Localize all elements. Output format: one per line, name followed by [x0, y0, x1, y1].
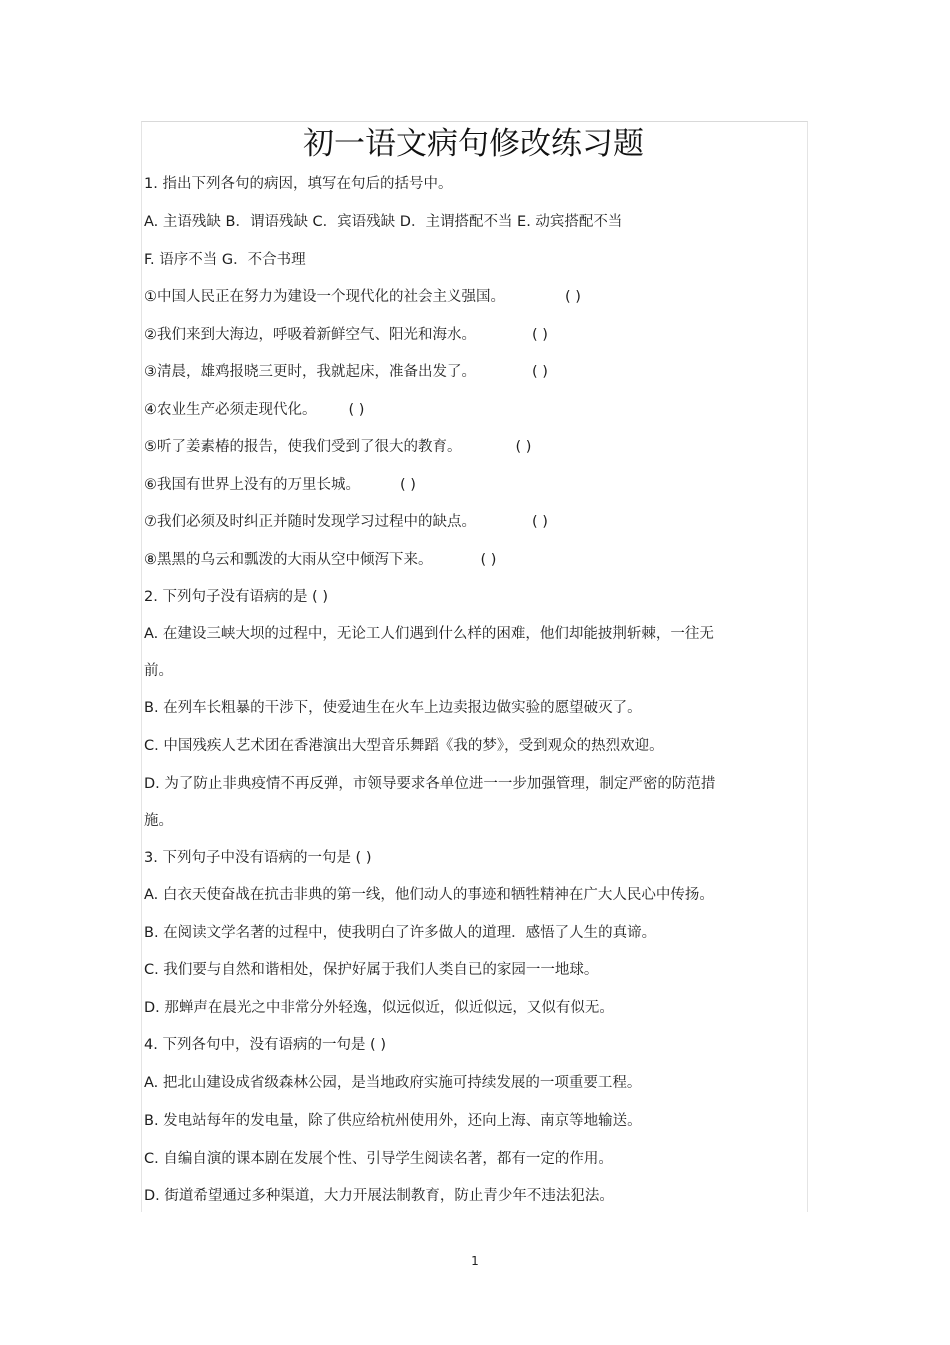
q3-option-b: B. 在阅读文学名著的过程中，使我明白了许多做人的道理．感悟了人生的真谛。: [144, 925, 657, 941]
q2-option-d-line2: 施。: [144, 813, 173, 829]
q1-stem: 1. 指出下列各句的病因，填写在句后的括号中。: [144, 176, 453, 192]
q1-item-text: ⑥我国有世界上没有的万里长城。: [144, 477, 360, 493]
q1-item-8: [144, 550, 496, 570]
q4-option-c: C. 自编自演的课本剧在发展个性、引导学生阅读名著，都有一定的作用。: [144, 1151, 613, 1167]
q2-option-b: B. 在列车长粗暴的干涉下，使爱迪生在火车上边卖报边做实验的愿望破灭了。: [144, 700, 642, 716]
q4-option-a: A. 把北山建设成省级森林公园，是当地政府实施可持续发展的一项重要工程。: [144, 1075, 642, 1091]
q1-item-text: ①中国人民正在努力为建设一个现代化的社会主义强国。: [144, 289, 505, 305]
q1-options-line2: F. 语序不当 G．不合书理: [144, 252, 306, 268]
page-number: 1: [471, 1254, 479, 1268]
q2-option-d-line1: D. 为了防止非典疫情不再反弹，市领导要求各单位进一一步加强管理，制定严密的防范措: [144, 776, 716, 792]
q1-item-text: ⑤听了姜素椿的报告，使我们受到了很大的教育。: [144, 439, 462, 455]
answer-paren: ( ): [515, 439, 532, 455]
answer-paren: ( ): [480, 552, 497, 568]
q1-item-text: ②我们来到大海边，呼吸着新鲜空气、阳光和海水。: [144, 327, 476, 343]
q1-item-5: [144, 437, 531, 457]
q1-item-7: [144, 512, 548, 532]
q3-stem: 3. 下列句子中没有语病的一句是 ( ): [144, 850, 372, 866]
q1-item-text: ⑧黑黑的乌云和瓢泼的大雨从空中倾泻下来。: [144, 552, 433, 568]
q1-options-line1: A. 主语残缺 B．谓语残缺 C．宾语残缺 D．主谓搭配不当 E. 动宾搭配不当: [144, 214, 623, 230]
q1-item-text: ④农业生产必须走现代化。: [144, 402, 317, 418]
q1-item-1: [144, 287, 581, 307]
answer-paren: ( ): [532, 514, 548, 530]
q1-item-4: [144, 400, 364, 420]
answer-paren: ( ): [532, 364, 548, 380]
page-title: 初一语文病句修改练习题: [303, 126, 644, 162]
q4-option-b: B. 发电站每年的发电量，除了供应给杭州使用外，还向上海、南京等地输送。: [144, 1113, 642, 1129]
q2-option-a-line1: A. 在建设三峡大坝的过程中，无论工人们遇到什么样的困难，他们却能披荆斩棘，一往无: [144, 626, 714, 642]
answer-paren: ( ): [532, 327, 548, 343]
answer-paren: ( ): [348, 402, 365, 418]
answer-paren: ( ): [400, 477, 416, 493]
q4-stem: 4. 下列各句中，没有语病的一句是 ( ): [144, 1037, 386, 1053]
q3-option-c: C. 我们要与自然和谐相处，保护好属于我们人类自已的家园一一地球。: [144, 962, 599, 978]
q2-option-c: C. 中国残疾人艺术团在香港演出大型音乐舞蹈《我的梦》，受到观众的热烈欢迎。: [144, 738, 664, 754]
q2-option-a-line2: 前。: [144, 663, 173, 679]
q1-item-2: [144, 325, 548, 345]
q1-item-3: [144, 362, 548, 382]
q1-item-text: ③清晨，雄鸡报晓三更时，我就起床，准备出发了。: [144, 364, 476, 380]
q1-item-6: [144, 475, 416, 495]
q4-option-d: D. 街道希望通过多种渠道，大力开展法制教育，防止青少年不违法犯法。: [144, 1188, 614, 1204]
q3-option-d: D. 那蝉声在晨光之中非常分外轻逸，似远似近，似近似远，又似有似无。: [144, 1000, 614, 1016]
answer-paren: ( ): [565, 289, 581, 305]
q1-item-text: ⑦我们必须及时纠正并随时发现学习过程中的缺点。: [144, 514, 476, 530]
q2-stem: 2. 下列句子没有语病的是 ( ): [144, 589, 328, 605]
q3-option-a: A. 白衣天使奋战在抗击非典的第一线，他们动人的事迹和牺牲精神在广大人民心中传扬。: [144, 887, 714, 903]
